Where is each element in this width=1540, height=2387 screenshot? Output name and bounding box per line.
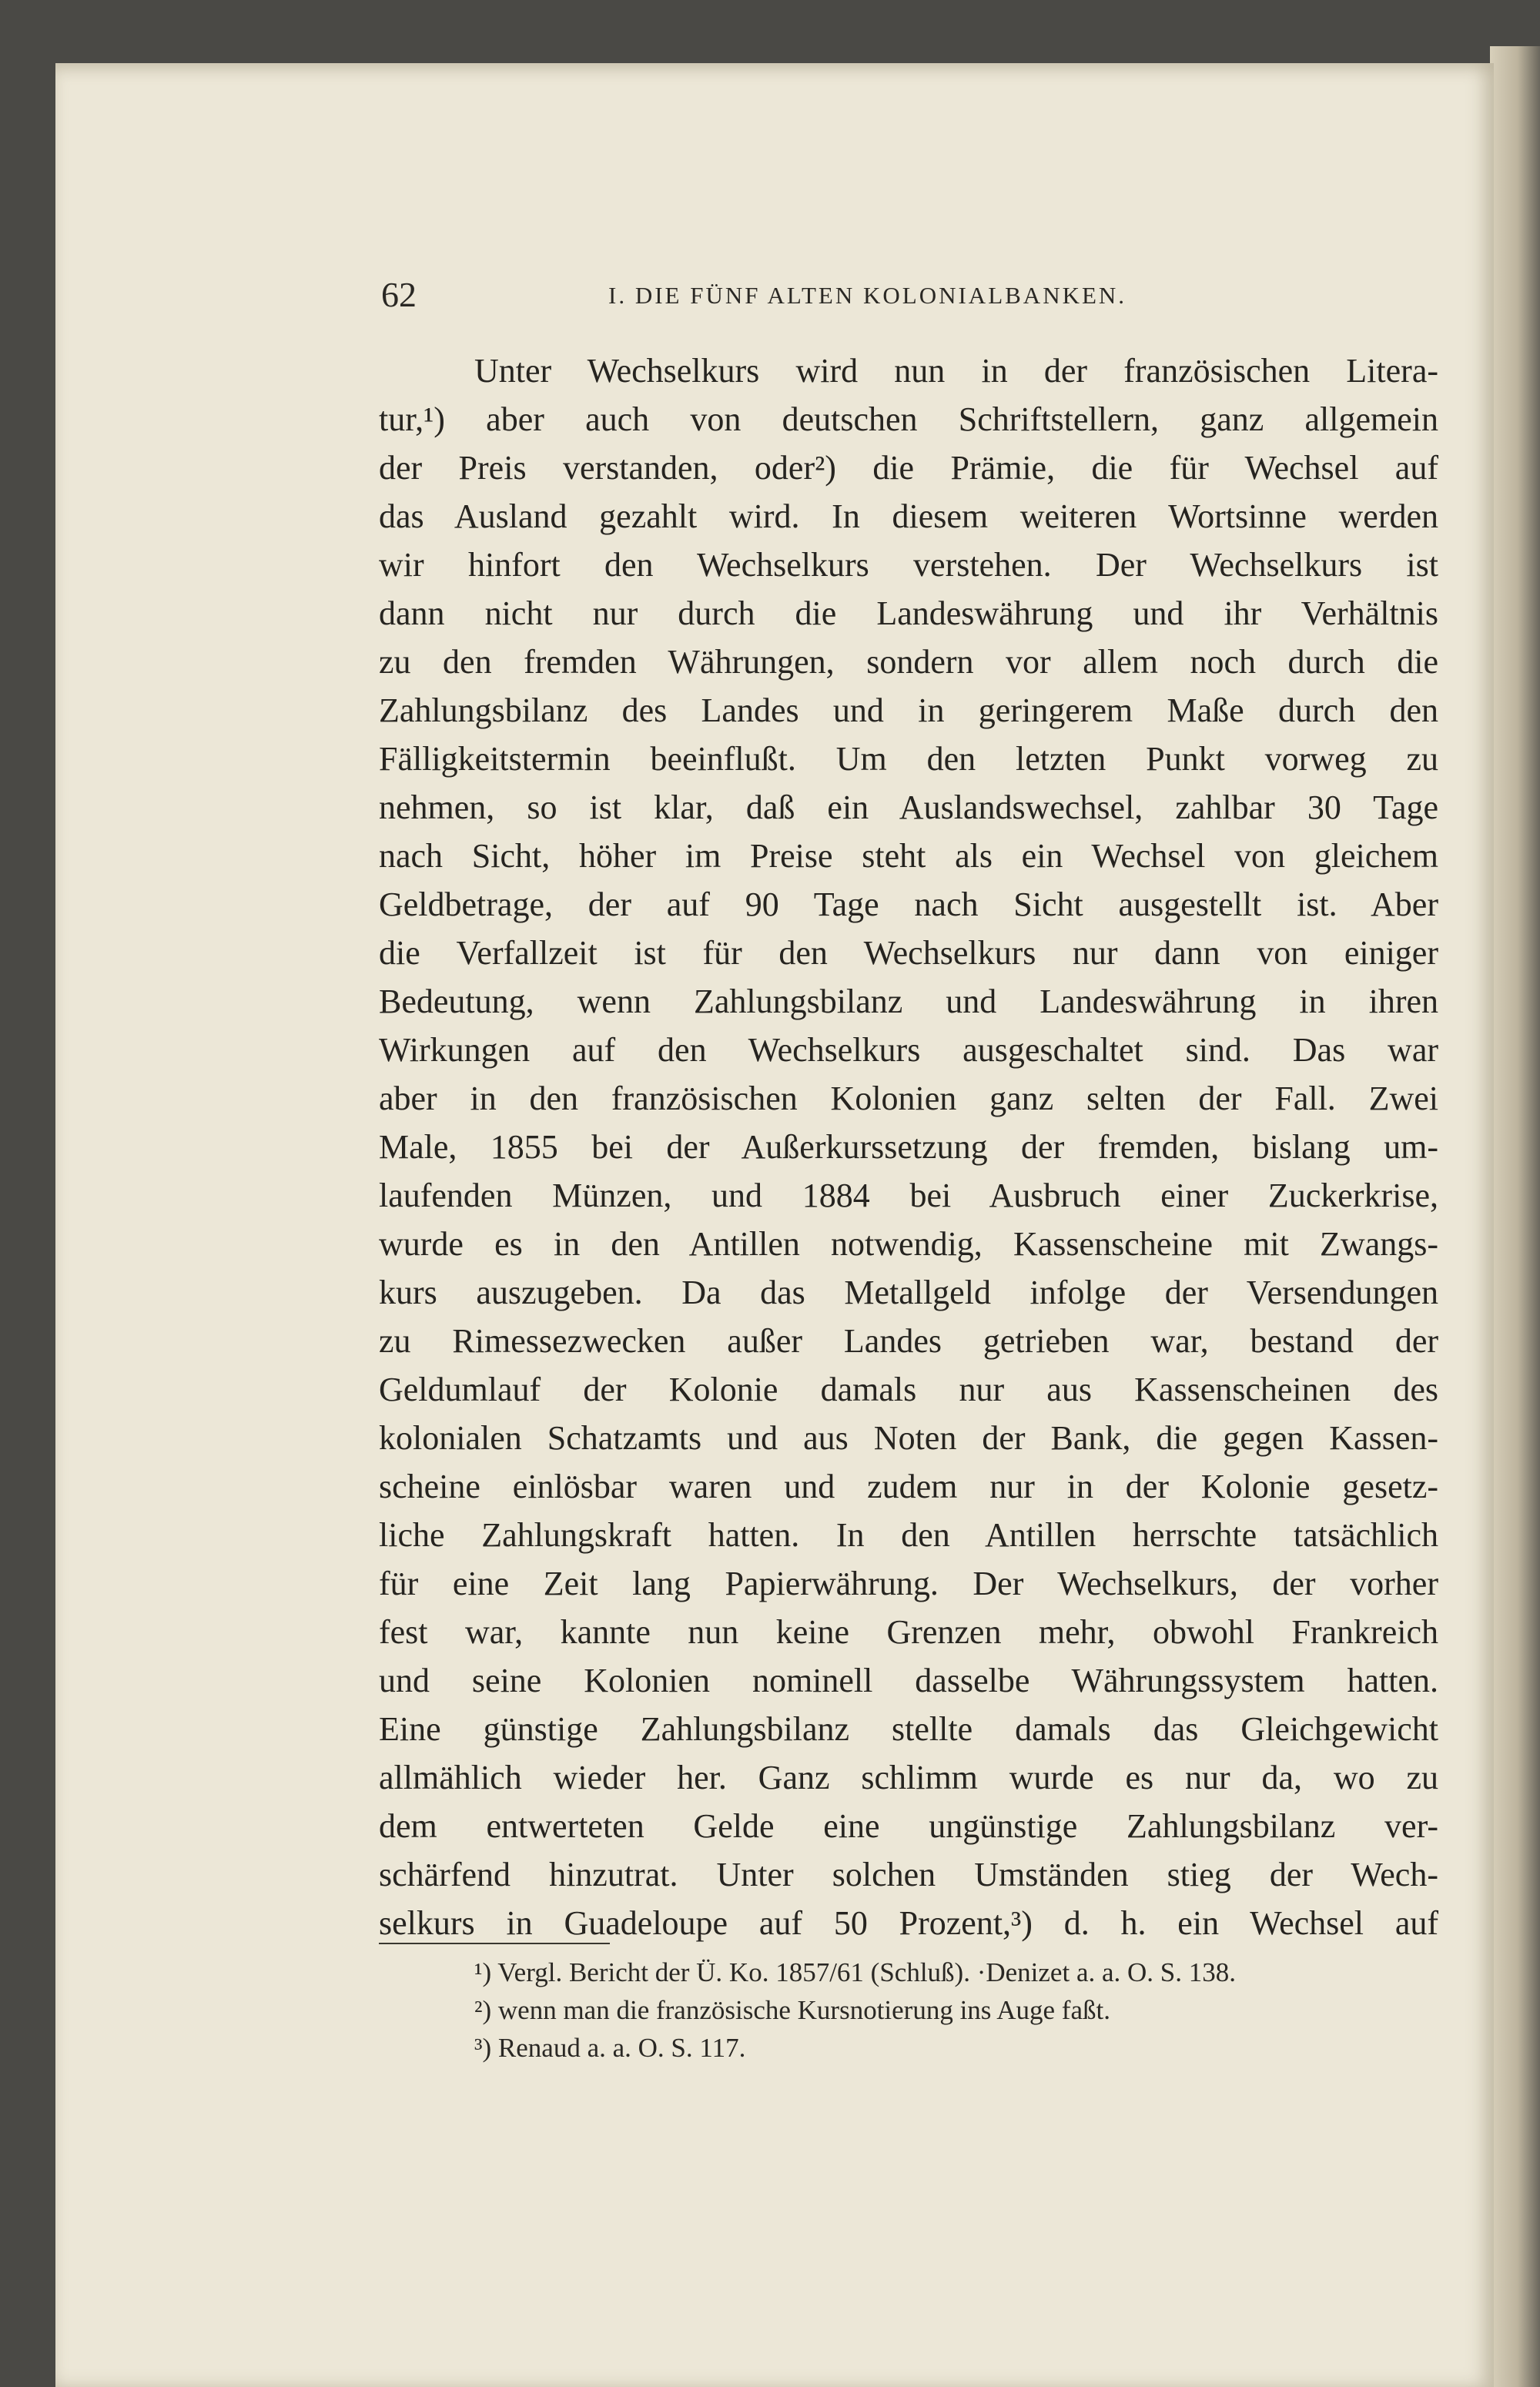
text-line: Geldumlauf der Kolonie damals nur aus Kassenscheinen des [379,1371,1438,1408]
text-line: tur,¹) aber auch von deutschen Schriftstellern, ganz allgemein [379,400,1438,438]
text-line: das Ausland gezahlt wird. In diesem weiteren Wortsinne werden [379,497,1438,535]
running-head: I. DIE FÜNF ALTEN KOLONIALBANKEN. [608,282,1127,309]
text-line: fest war, kannte nun keine Grenzen mehr, obwohl Frankreich [379,1613,1438,1651]
text-line: Geldbetrage, der auf 90 Tage nach Sicht ausgestellt ist. Aber [379,886,1438,923]
footnotes [379,1953,1438,2067]
footnote: ³) Renaud a. a. O. S. 117. [474,2033,746,2063]
text-line: selkurs in Guadeloupe auf 50 Prozent,³) d. h. ein Wechsel auf [379,1904,1438,1942]
body-text [379,346,1438,1947]
book-spine [1490,46,1540,2387]
text-line: Male, 1855 bei der Außerkurssetzung der fremden, bislang um- [379,1128,1438,1166]
text-line: zu Rimessezwecken außer Landes getrieben war, bestand der [379,1322,1438,1360]
text-line: Eine günstige Zahlungsbilanz stellte damals das Gleichgewicht [379,1710,1438,1748]
text-line: wir hinfort den Wechselkurs verstehen. Der Wechselkurs ist [379,546,1438,584]
text-line: für eine Zeit lang Papierwährung. Der Wechselkurs, der vorher [379,1565,1438,1602]
text-line: Wirkungen auf den Wechselkurs ausgeschaltet sind. Das war [379,1031,1438,1069]
text-line: scheine einlösbar waren und zudem nur in der Kolonie gesetz- [379,1468,1438,1505]
text-line: kolonialen Schatzamts und aus Noten der Bank, die gegen Kassen- [379,1419,1438,1457]
text-line: kurs auszugeben. Da das Metallgeld infolge der Versendungen [379,1274,1438,1311]
text-line: und seine Kolonien nominell dasselbe Währungssystem hatten. [379,1662,1438,1699]
page-header [381,274,1451,320]
text-line: Zahlungsbilanz des Landes und in geringerem Maße durch den [379,691,1438,729]
text-line: dem entwerteten Gelde eine ungünstige Zahlungsbilanz ver- [379,1807,1438,1845]
text-line: laufenden Münzen, und 1884 bei Ausbruch einer Zuckerkrise, [379,1177,1438,1214]
text-line: die Verfallzeit ist für den Wechselkurs nur dann von einiger [379,934,1438,972]
text-line: Unter Wechselkurs wird nun in der französischen Litera- [474,352,1438,390]
text-line: Bedeutung, wenn Zahlungsbilanz und Landeswährung in ihren [379,983,1438,1020]
page-number: 62 [381,275,417,314]
text-line: allmählich wieder her. Ganz schlimm wurde es nur da, wo zu [379,1759,1438,1796]
footnote-divider [379,1943,610,1944]
text-line: Fälligkeitstermin beeinflußt. Um den letzten Punkt vorweg zu [379,740,1438,778]
footnote: ²) wenn man die französische Kursnotierung ins Auge faßt. [474,1995,1110,2025]
footnote: ¹) Vergl. Bericht der Ü. Ko. 1857/61 (Schluß). ·Denizet a. a. O. S. 138. [474,1957,1237,1987]
text-line: zu den fremden Währungen, sondern vor allem noch durch die [379,643,1438,681]
text-line: dann nicht nur durch die Landeswährung und ihr Verhältnis [379,594,1438,632]
text-line: schärfend hinzutrat. Unter solchen Umständen stieg der Wech- [379,1856,1438,1893]
text-line: nach Sicht, höher im Preise steht als ein Wechsel von gleichem [379,837,1438,875]
text-line: der Preis verstanden, oder²) die Prämie, die für Wechsel auf [379,449,1438,487]
text-line: aber in den französischen Kolonien ganz selten der Fall. Zwei [379,1080,1438,1117]
text-line: liche Zahlungskraft hatten. In den Antillen herrschte tatsächlich [379,1516,1438,1554]
text-line: wurde es in den Antillen notwendig, Kassenscheine mit Zwangs- [379,1225,1438,1263]
text-line: nehmen, so ist klar, daß ein Auslandswechsel, zahlbar 30 Tage [379,788,1438,826]
